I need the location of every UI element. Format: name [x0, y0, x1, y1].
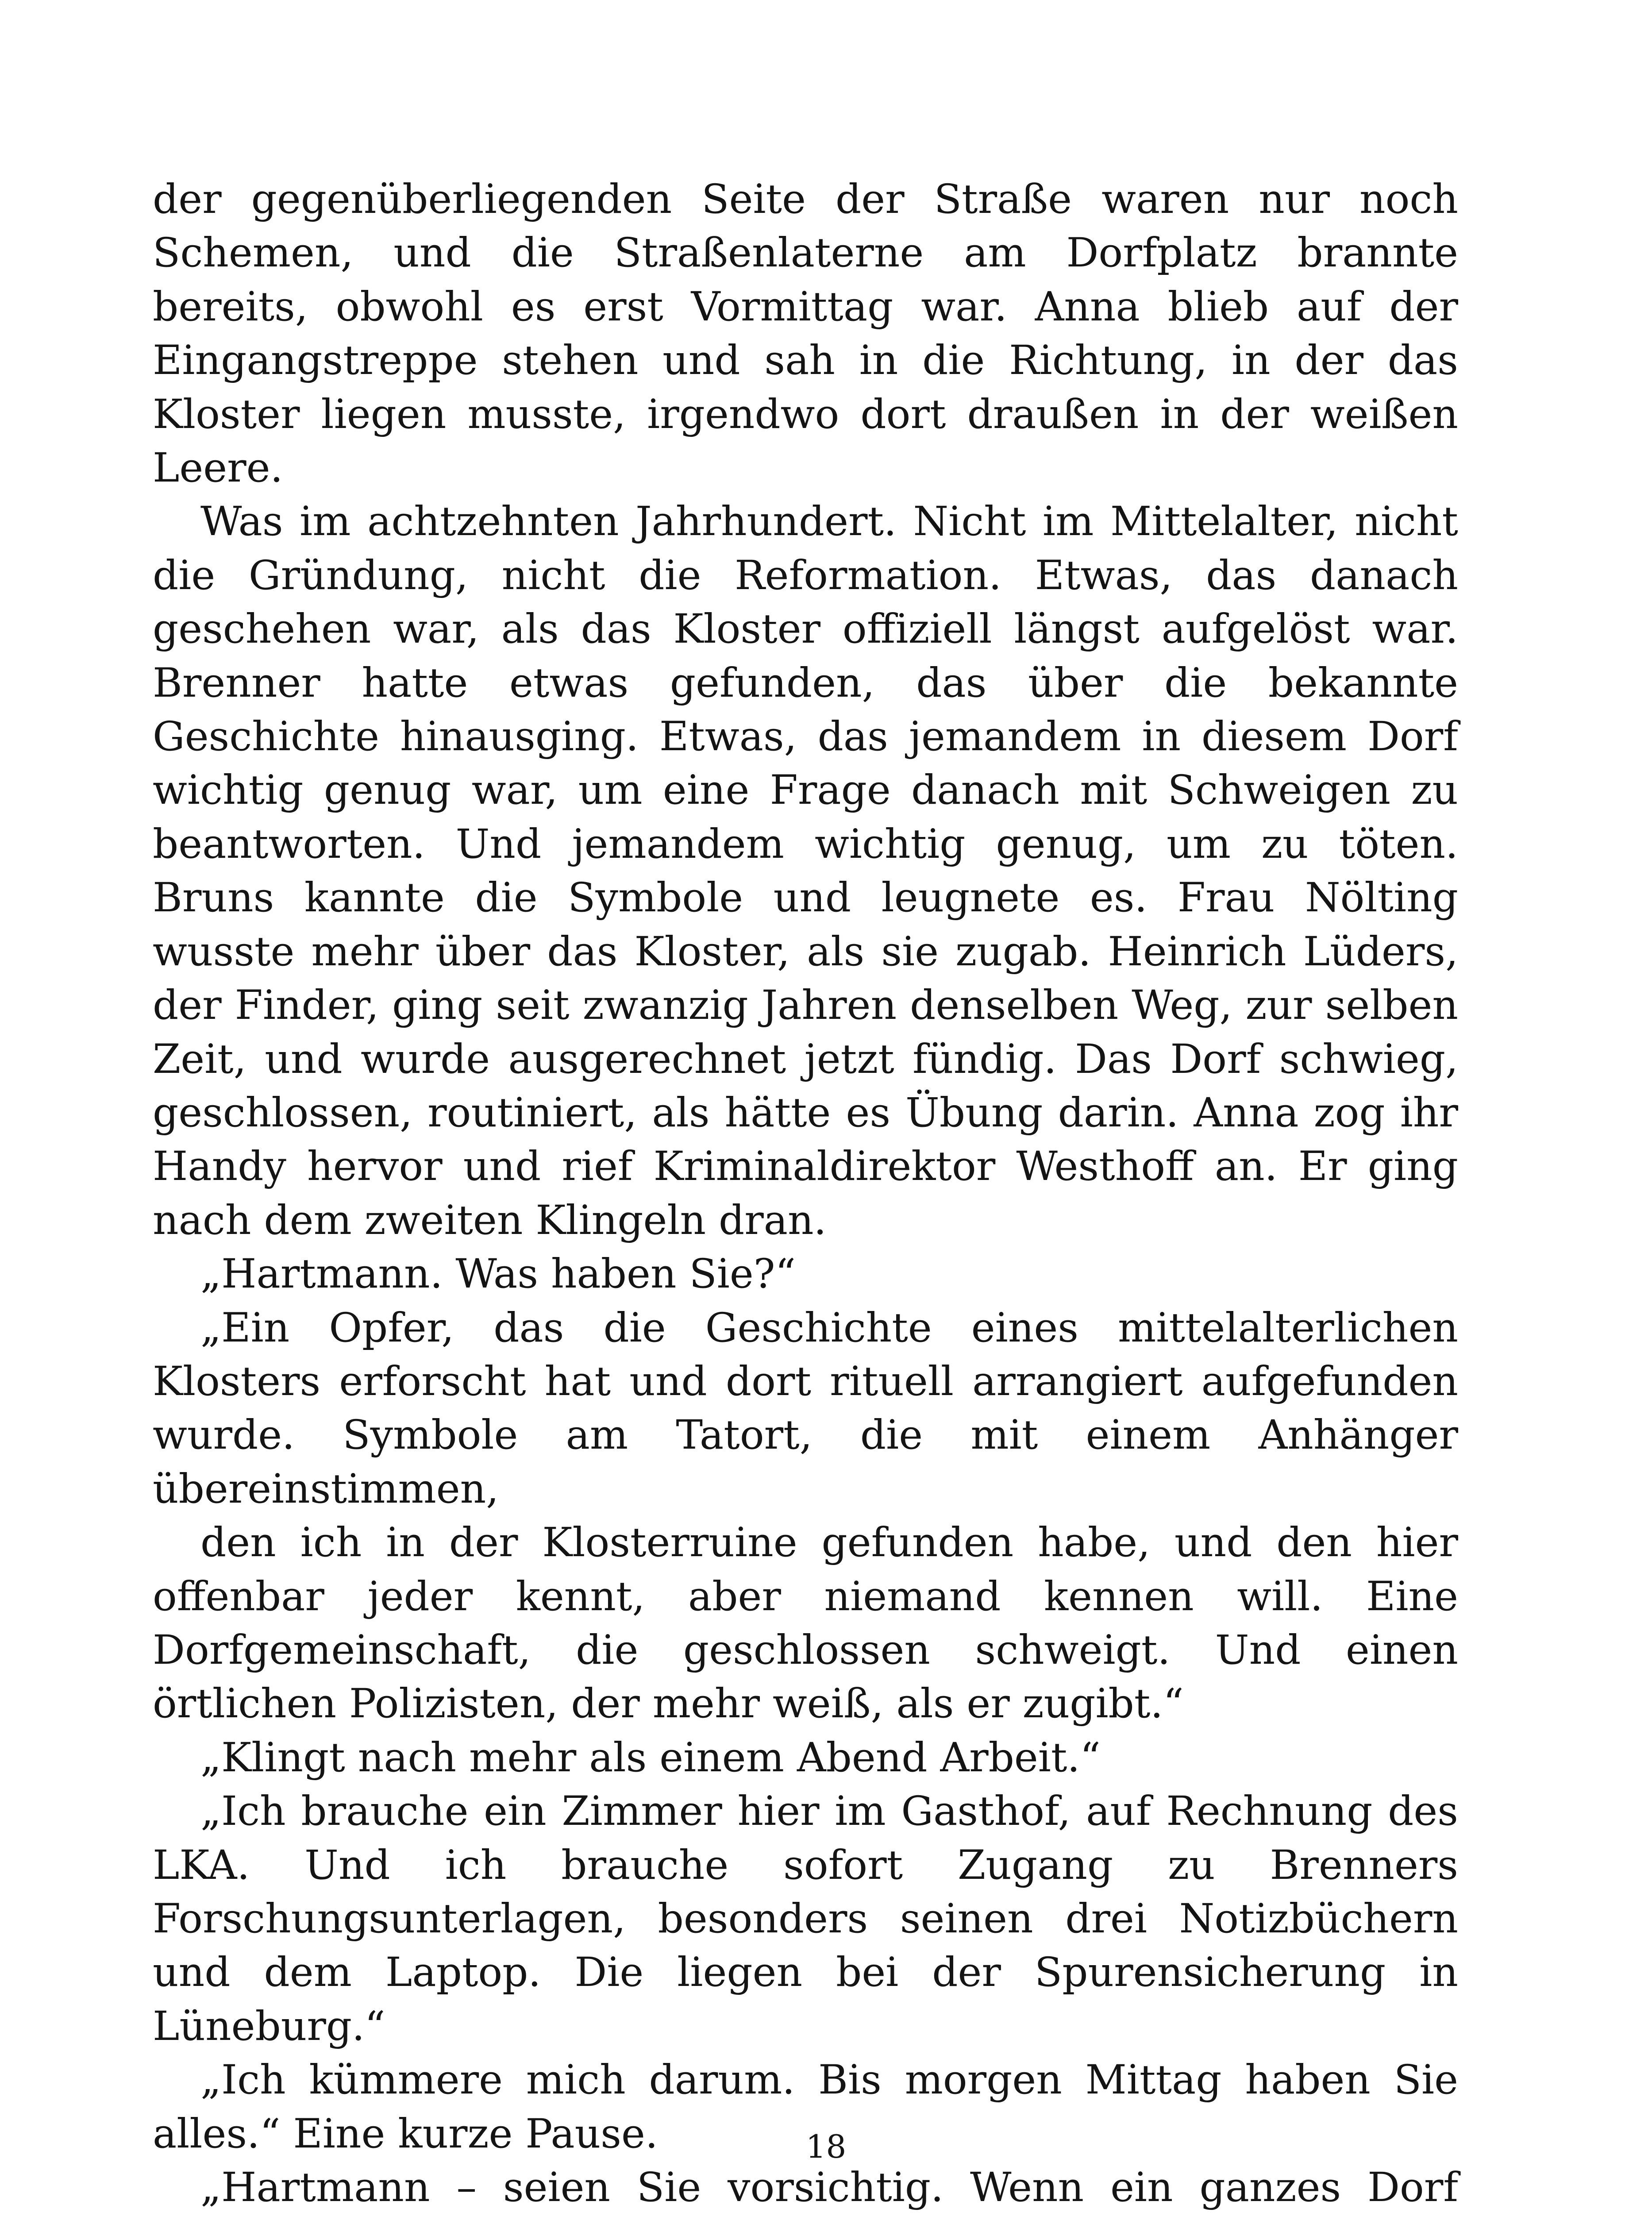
paragraph: den ich in der Klosterruine gefunden habe, und den hier offenbar jeder kennt, aber niemand kennen will. Eine Dorfgemeinschaft, die geschlossen schweigt. Und einen örtlichen Polizisten, der mehr weiß, als er zugibt.“: [153, 1519, 1458, 1727]
paragraph: „Hartmann – seien Sie vorsichtig. Wenn ein ganzes Dorf: [200, 2164, 1458, 2211]
paragraph: „Klingt nach mehr als einem Abend Arbeit.“: [200, 1734, 1101, 1781]
paragraph: „Hartmann. Was haben Sie?“: [200, 1251, 796, 1298]
paragraph: „Ich kümmere mich darum. Bis morgen Mittag haben Sie alles.“ Eine kurze Pause.: [153, 2057, 1458, 2157]
paragraph: Was im achtzehnten Jahrhundert. Nicht im Mittelalter, nicht die Gründung, nicht die Reformation. Etwas, das danach geschehen war, als das Kloster offiziell längst aufgelöst war. Brenner hatte etwas gefunden, das über die bekannte Geschichte hinausging. Etwas, das jemandem in diesem Dorf wichtig genug war, um eine Frage danach mit Schweigen zu beantworten. Und jemandem wichtig genug, um zu töten. Bruns kannte die Symbole und leugnete es. Frau Nölting wusste mehr über das Kloster, als sie zugab. Heinrich Lüders, der Finder, ging seit zwanzig Jahren denselben Weg, zur selben Zeit, und wurde ausgerechnet jetzt fündig. Das Dorf schwieg, geschlossen, routiniert, als hätte es Übung darin. Anna zog ihr Handy hervor und rief Kriminaldirektor Westhoff an. Er ging nach dem zweiten Klingeln dran.: [153, 498, 1458, 1244]
paragraph: „Ich brauche ein Zimmer hier im Gasthof, auf Rechnung des LKA. Und ich brauche sofort Zugang zu Brenners Forschungsunterlagen, besonders seinen drei Notizbüchern und dem Laptop. Die liegen bei der Spurensicherung in Lüneburg.“: [153, 1788, 1458, 2050]
body-text: [153, 173, 1458, 2213]
paragraph: der gegenüberliegenden Seite der Straße waren nur noch Schemen, und die Straßenlaterne am Dorfplatz brannte bereits, obwohl es erst Vormittag war. Anna blieb auf der Eingangstreppe stehen und sah in die Richtung, in der das Kloster liegen musste, irgendwo dort draußen in der weißen Leere.: [153, 176, 1458, 492]
paragraph: „Ein Opfer, das die Geschichte eines mittelalterlichen Klosters erforscht hat und dort rituell arrangiert aufgefunden wurde. Symbole am Tatort, die mit einem Anhänger übereinstimmen,: [153, 1304, 1458, 1512]
page-number: 18: [805, 2128, 847, 2165]
